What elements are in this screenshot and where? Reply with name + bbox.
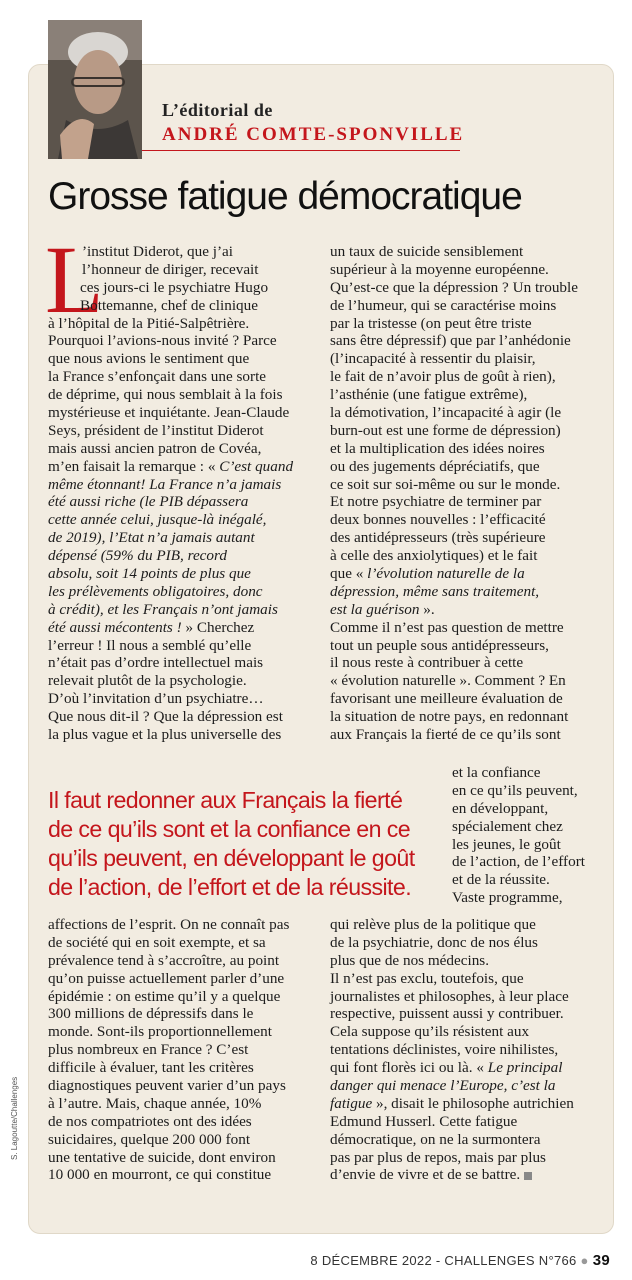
text-line: mais aussi ancien patron de Covéa, xyxy=(48,439,262,457)
text-line: ce soit sur soi-même ou sur le monde. xyxy=(330,475,561,493)
text-line: fatigue », disait le philosophe autrichien xyxy=(330,1094,574,1112)
text-line: de l’humeur, qui se caractérise moins xyxy=(330,296,557,314)
text-line: tout un peuple sous antidépresseurs, xyxy=(330,636,549,654)
text-line: la démotivation, l’incapacité à agir (le xyxy=(330,404,562,422)
text-line: prévalence tend à s’accroître, au point xyxy=(48,951,280,969)
text-line: à l’hôpital de la Pitié-Salpêtrière. xyxy=(48,314,250,332)
text-line: que nous avions le sentiment que xyxy=(48,350,250,368)
text-line: de société qui en soit exempte, et sa xyxy=(48,933,266,951)
text-line: une tentative de suicide, dont environ xyxy=(48,1148,276,1166)
pull-quote-line: de ce qu’ils sont et la confiance en ce xyxy=(48,816,411,842)
end-mark xyxy=(524,1172,532,1180)
text-line: épidémie : on estime qu’il y a quelque xyxy=(48,987,281,1005)
text-line: les prélèvements obligatoires, donc xyxy=(48,582,263,600)
text-line: la plus vague et la plus universelle des xyxy=(48,726,282,744)
page-number: 39 xyxy=(592,1252,610,1269)
text-line: D’où l’invitation d’un psychiatre… xyxy=(48,690,264,708)
text-line: été aussi riche (le PIB dépassera xyxy=(48,493,249,511)
text-line: monde. Sont-ils proportionnellement xyxy=(48,1023,272,1041)
text-line: tentations déclinistes, voire nihilistes, xyxy=(330,1041,559,1059)
text-line: Edmund Husserl. Cette fatigue xyxy=(330,1112,518,1130)
text-line: journalistes et philosophes, à leur place xyxy=(330,987,569,1005)
footer-dot: ● xyxy=(580,1253,589,1268)
text-line: relevait plutôt de la psychologie. xyxy=(48,672,247,690)
text-line: qu’on puisse actuellement parler d’une xyxy=(48,969,285,987)
text-line: il nous reste à contribuer à cette xyxy=(330,654,524,672)
text-line: Et notre psychiatre de terminer par xyxy=(330,493,542,511)
text-line: de 2019), l’Etat n’a jamais autant xyxy=(48,529,255,547)
page-footer xyxy=(310,1252,610,1269)
text-line: « évolution naturelle ». Comment ? En xyxy=(330,672,566,690)
text-line: dépression, même sans traitement, xyxy=(330,582,540,600)
text-line: Seys, président de l’institut Diderot xyxy=(48,421,264,439)
column-1-top xyxy=(48,243,293,744)
text-line: respective, puissent aussi y contribuer. xyxy=(330,1005,564,1023)
text-line: démocratique, on ne la surmontera xyxy=(330,1130,541,1148)
footer-issue: 8 DÉCEMBRE 2022 - CHALLENGES N°766 xyxy=(310,1253,577,1268)
text-line: difficile à évaluer, tant les critères xyxy=(48,1059,254,1077)
pull-quote-line: Il faut redonner aux Français la fierté xyxy=(48,787,403,813)
author-photo xyxy=(48,20,142,159)
text-line: favorisant une meilleure évaluation de xyxy=(330,690,563,708)
text-line: plus nombreux en France ? C’est xyxy=(48,1041,249,1059)
pull-quote-line: qu’ils peuvent, en développant le goût xyxy=(48,845,415,871)
column-1-bottom xyxy=(48,916,289,1184)
text-line: danger qui menace l’Europe, c’est la xyxy=(330,1077,556,1095)
text-line: qui relève plus de la politique que xyxy=(330,916,536,933)
text-line: la France s’enfonçait dans une sorte xyxy=(48,368,267,386)
text-line: ’institut Diderot, que j’ai xyxy=(82,243,233,260)
drop-cap: L xyxy=(45,226,104,333)
text-line: de déprime, qui nous semblait à la fois xyxy=(48,386,283,404)
text-line: Il n’est pas exclu, toutefois, que xyxy=(330,969,524,987)
text-line: plus que de nos médecins. xyxy=(330,951,490,969)
text-line: qui font florès ici ou là. « Le principal xyxy=(330,1059,563,1077)
column-2-bottom xyxy=(330,916,574,1184)
text-line: Qu’est-ce que la dépression ? Un trouble xyxy=(330,278,578,296)
text-line: 10 000 en mourront, ce qui constitue xyxy=(48,1166,272,1184)
text-line: en ce qu’ils peuvent, xyxy=(452,781,578,799)
text-line: ou des jugements dépréciatifs, que xyxy=(330,457,540,475)
text-line: que « l’évolution naturelle de la xyxy=(330,565,525,583)
text-line: à l’autre. Mais, chaque année, 10% xyxy=(48,1094,262,1112)
portrait-image xyxy=(48,20,142,159)
text-line: de la psychiatrie, donc de nos élus xyxy=(330,933,538,951)
photo-credit: S. Lagoutte/Challenges xyxy=(10,1076,19,1160)
text-line: cette année celui, jusque-là inégalé, xyxy=(48,511,267,529)
text-line: aux Français la fierté de ce qu’ils sont xyxy=(330,726,561,744)
text-line: en développant, xyxy=(452,799,549,817)
text-line: suicidaires, quelque 200 000 font xyxy=(48,1130,251,1148)
text-line: sans être dépressif) que par l’anhédonie xyxy=(330,332,571,350)
text-line: de nos compatriotes ont des idées xyxy=(48,1112,252,1130)
text-line: est la guérison ». xyxy=(330,600,435,618)
article-headline: Grosse fatigue démocratique xyxy=(48,175,522,218)
text-line: même étonnant! La France n’a jamais xyxy=(48,475,282,493)
text-line: supérieur à la moyenne européenne. xyxy=(330,260,549,278)
pull-quote xyxy=(48,786,438,902)
text-line: la situation de notre pays, en redonnant xyxy=(330,708,569,726)
text-line: un taux de suicide sensiblement xyxy=(330,243,524,260)
text-line: n’était pas d’ordre intellectuel mais xyxy=(48,654,264,672)
author-name: ANDRÉ COMTE-SPONVILLE xyxy=(162,124,465,145)
text-line: deux bonnes nouvelles : l’efficacité xyxy=(330,511,546,529)
text-line: burn-out est une forme de dépression) xyxy=(330,421,561,439)
pull-quote-line: de l’action, de l’effort et de la réussite. xyxy=(48,874,412,900)
text-line: diagnostiques peuvent varier d’un pays xyxy=(48,1077,286,1095)
text-line: absolu, soit 14 points de plus que xyxy=(48,565,251,583)
text-line: l’honneur de diriger, recevait xyxy=(82,260,259,278)
text-line: Bottemanne, chef de clinique xyxy=(80,296,258,314)
text-line: et de la réussite. xyxy=(452,871,550,889)
text-line: et la multiplication des idées noires xyxy=(330,439,545,457)
text-line: m’en faisait la remarque : « C’est quand xyxy=(48,457,294,475)
text-line: (l’incapacité à ressentir du plaisir, xyxy=(330,350,536,368)
text-line: été aussi mécontents ! » Cherchez xyxy=(48,618,255,636)
text-line: Cela suppose qu’ils résistent aux xyxy=(330,1023,530,1041)
text-line: de l’action, de l’effort xyxy=(452,853,585,871)
text-line: à crédit), et les Français n’ont jamais xyxy=(48,600,278,618)
text-line: mystérieuse et inquiétante. Jean-Claude xyxy=(48,404,290,422)
text-line: les jeunes, le goût xyxy=(452,835,561,853)
text-line: le fait de n’avoir plus de goût à rien), xyxy=(330,368,556,386)
text-line: d’envie de vivre et de se battre. xyxy=(330,1166,574,1184)
text-line: Comme il n’est pas question de mettre xyxy=(330,618,564,636)
column-2-side xyxy=(452,764,585,907)
text-line: Vaste programme, xyxy=(452,889,563,907)
text-line: spécialement chez xyxy=(452,817,563,835)
text-line: des antidépresseurs (très supérieure xyxy=(330,529,546,547)
text-line: à celle des anxiolytiques) et le fait xyxy=(330,547,538,565)
column-2-top xyxy=(330,243,578,744)
text-line: ces jours-ci le psychiatre Hugo xyxy=(80,278,269,296)
text-line: l’erreur ! Il nous a semblé qu’elle xyxy=(48,636,252,654)
text-line: affections de l’esprit. On ne connaît pas xyxy=(48,916,290,933)
text-line: par la tristesse (on peut être triste xyxy=(330,314,532,332)
text-line: l’asthénie (une fatigue extrême), xyxy=(330,386,528,404)
text-line: 300 millions de dépressifs dans le xyxy=(48,1005,254,1023)
text-line: et la confiance xyxy=(452,764,541,781)
text-line: Que nous dit-il ? Que la dépression est xyxy=(48,708,283,726)
editorial-kicker: L’éditorial de xyxy=(162,100,273,120)
text-line: dépensé (59% du PIB, record xyxy=(48,547,227,565)
text-line: Pourquoi l’avions-nous invité ? Parce xyxy=(48,332,277,350)
text-line: pas par plus de repos, mais par plus xyxy=(330,1148,546,1166)
kicker-rule xyxy=(142,150,460,151)
